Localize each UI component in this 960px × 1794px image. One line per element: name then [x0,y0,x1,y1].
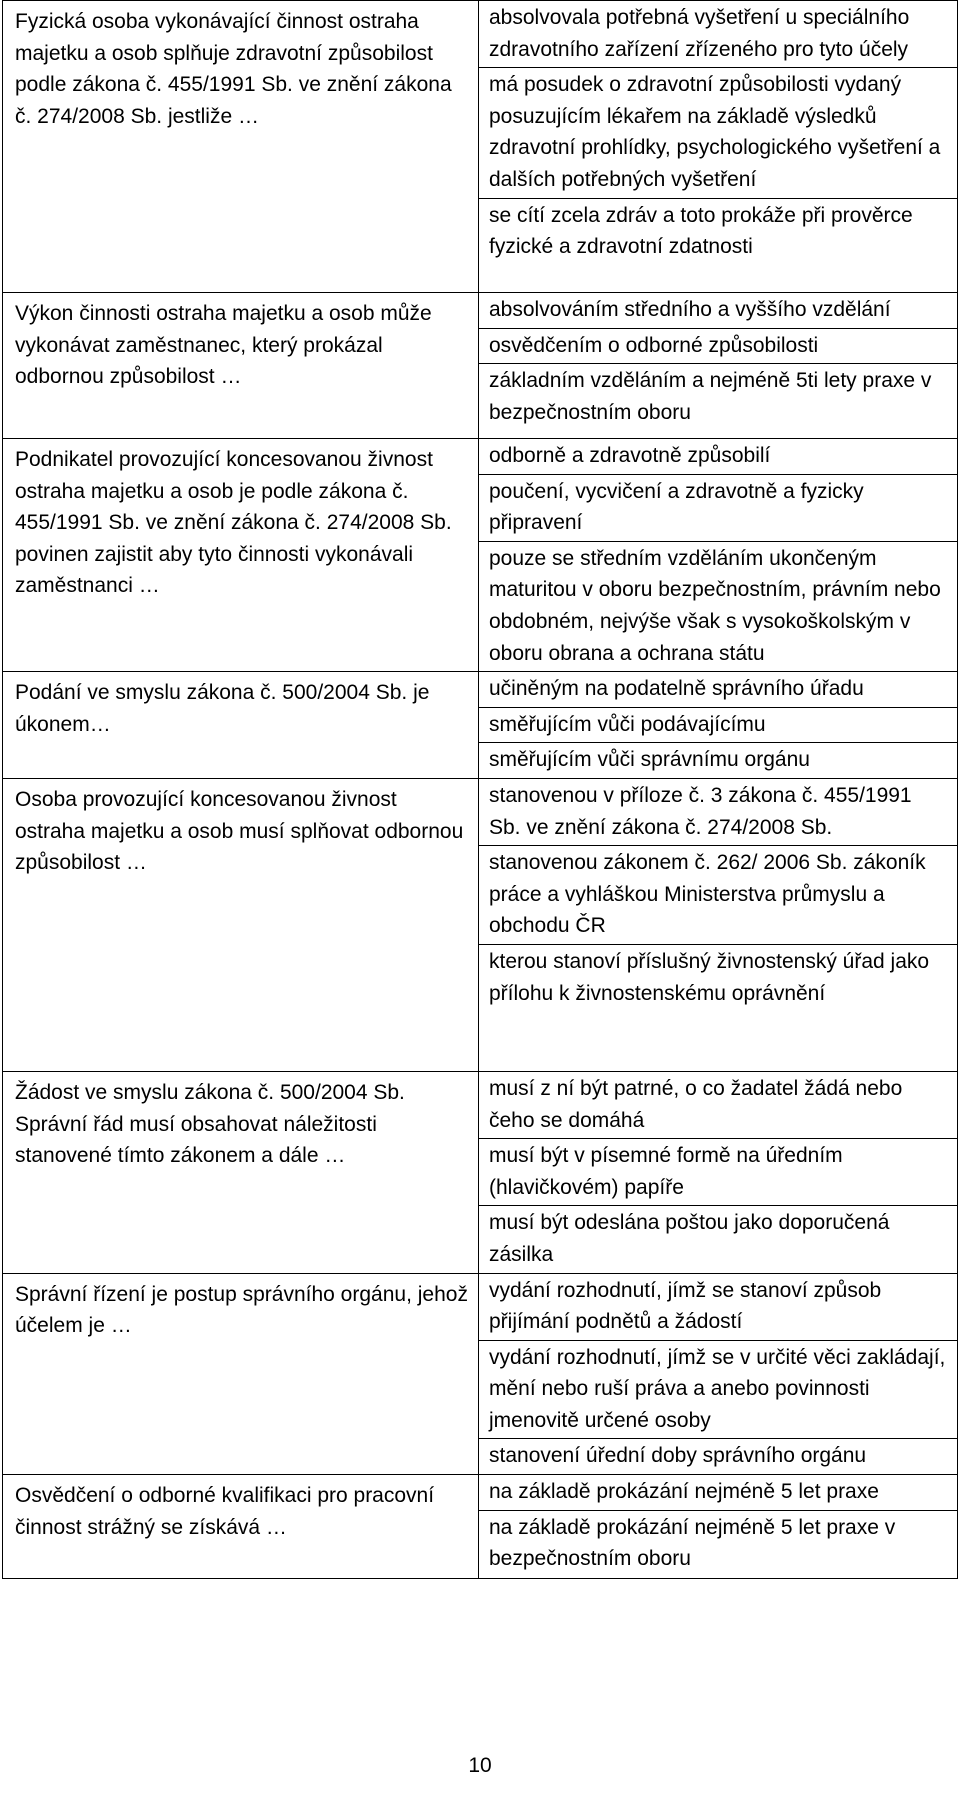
answers-cell [479,439,958,672]
answer-option: směřujícím vůči správnímu orgánu [489,748,810,772]
answers-cell [479,1273,958,1475]
question-cell: Podnikatel provozující koncesovanou živnost ostraha majetku a osob je podle zákona č. 455/1991 Sb. ve znění zákona č. 274/2008 Sb. povinen zajistit aby tyto činnosti vykonávali zaměstnanci … [3,439,479,672]
answer-option: pouze se středním vzděláním ukončeným maturitou v oboru bezpečnostním, právním nebo obdobném, nejvýše však s vysokoškolským v oboru obrana a ochrana státu [489,546,941,665]
question-cell: Výkon činnosti ostraha majetku a osob může vykonávat zaměstnanec, který prokázal odbornou způsobilost … [3,293,479,439]
answer-option: kterou stanoví příslušný živnostenský úřad jako přílohu k živnostenskému oprávnění [489,949,930,1005]
page-number: 10 [468,1754,492,1777]
question-row [3,1475,958,1579]
question-row [3,1,958,293]
question-cell: Fyzická osoba vykonávající činnost ostraha majetku a osob splňuje zdravotní způsobilost podle zákona č. 455/1991 Sb. ve znění zákona č. 274/2008 Sb. jestliže … [3,1,479,293]
answer-option: základním vzděláním a nejméně 5ti lety praxe v bezpečnostním oboru [489,369,932,424]
question-cell: Osvědčení o odborné kvalifikaci pro pracovní činnost strážný se získává … [3,1475,479,1579]
answer-option: osvědčením o odborné způsobilosti [479,329,957,365]
answer-option: stanovenou v příloze č. 3 zákona č. 455/1991 Sb. ve znění zákona č. 274/2008 Sb. [479,779,957,846]
question-row [3,439,958,672]
answer-option: stanovenou zákonem č. 262/ 2006 Sb. zákoník práce a vyhláškou Ministerstva průmyslu a obchodu ČR [479,846,957,945]
answers-cell [479,1475,958,1579]
answer-option: učiněným na podatelně správního úřadu [479,672,957,708]
answer-option: musí být v písemné formě na úředním (hlavičkovém) papíře [479,1139,957,1206]
answers-cell [479,1,958,293]
answer-option: stanovení úřední doby správního orgánu [489,1444,867,1468]
answers-cell [479,778,958,1071]
question-table [2,0,958,1579]
question-row [3,672,958,779]
answer-option: na základě prokázání nejméně 5 let praxe [479,1475,957,1511]
question-row [3,778,958,1071]
question-row [3,1273,958,1475]
question-cell: Správní řízení je postup správního orgánu, jehož účelem je … [3,1273,479,1475]
answers-cell [479,1071,958,1273]
answer-option: absolvovala potřebná vyšetření u speciálního zdravotního zařízení zřízeného pro tyto účely [479,1,957,68]
answer-option: odborně a zdravotně způsobilí [479,439,957,475]
answer-option: vydání rozhodnutí, jímž se stanoví způsob přijímání podnětů a žádostí [479,1274,957,1341]
question-row [3,1071,958,1273]
question-cell: Osoba provozující koncesovanou živnost ostraha majetku a osob musí splňovat odbornou způsobilost … [3,778,479,1071]
answer-option: musí být odeslána poštou jako doporučená zásilka [489,1211,890,1266]
answer-option: vydání rozhodnutí, jímž se v určité věci zakládají, mění nebo ruší práva a anebo povinnosti jmenovitě určené osoby [479,1341,957,1440]
answer-option: na základě prokázání nejméně 5 let praxe v bezpečnostním oboru [489,1515,896,1571]
answer-option: se cítí zcela zdráv a toto prokáže při prověrce fyzické a zdravotní zdatnosti [489,203,913,259]
answer-option: směřujícím vůči podávajícímu [479,708,957,744]
answers-cell [479,672,958,779]
answer-option: má posudek o zdravotní způsobilosti vydaný posuzujícím lékařem na základě výsledků zdravotní prohlídky, psychologického vyšetření a dalších potřebných vyšetření [479,68,957,198]
question-cell: Podání ve smyslu zákona č. 500/2004 Sb. je úkonem… [3,672,479,779]
answer-option: absolvováním středního a vyššího vzdělání [479,293,957,329]
answers-cell [479,293,958,439]
question-cell: Žádost ve smyslu zákona č. 500/2004 Sb. Správní řád musí obsahovat náležitosti stanovené tímto zákonem a dále … [3,1071,479,1273]
answer-option: poučení, vycvičení a zdravotně a fyzicky připravení [479,475,957,542]
question-row [3,293,958,439]
answer-option: musí z ní být patrné, o co žadatel žádá nebo čeho se domáhá [479,1072,957,1139]
